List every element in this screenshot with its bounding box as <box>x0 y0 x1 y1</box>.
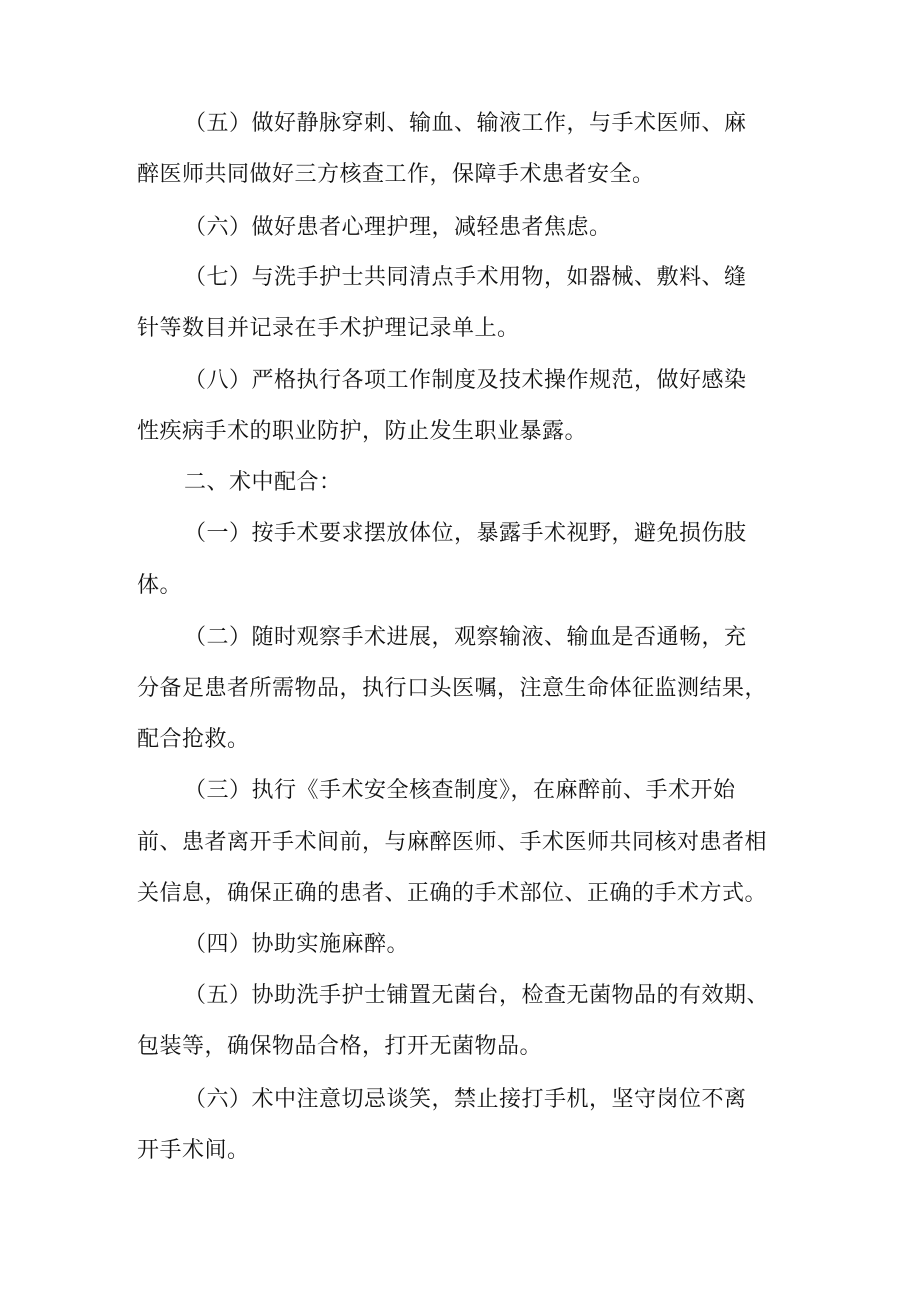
paragraph-line: 包装等，确保物品合格，打开无菌物品。 <box>137 1034 543 1059</box>
paragraph-line: （七）与洗手护士共同清点手术用物，如器械、敷料、缝 <box>184 265 747 290</box>
paragraph-line: （三）执行《手术安全核查制度》，在麻醉前、手术开始 <box>184 778 736 803</box>
paragraph-line: （五）协助洗手护士铺置无菌台，检查无菌物品的有效期、 <box>184 983 770 1008</box>
paragraph-line: （八）严格执行各项工作制度及技术操作规范，做好感染 <box>184 368 747 393</box>
paragraph-line: 体。 <box>137 573 183 598</box>
paragraph-line: 分备足患者所需物品，执行口头医嘱，注意生命体征监测结果， <box>137 676 768 701</box>
section-heading: 二、术中配合： <box>184 470 342 495</box>
paragraph-line: （五）做好静脉穿刺、输血、输液工作，与手术医师、麻 <box>184 111 747 136</box>
paragraph-line: 醉医师共同做好三方核查工作，保障手术患者安全。 <box>137 162 655 187</box>
paragraph-line: （二）随时观察手术进展，观察输液、输血是否通畅，充 <box>184 625 747 650</box>
paragraph-line: （六）术中注意切忌谈笑，禁止接打手机，坚守岗位不离 <box>184 1087 747 1112</box>
paragraph-line: 配合抢救。 <box>137 727 250 752</box>
paragraph-line: 针等数目并记录在手术护理记录单上。 <box>137 316 520 341</box>
paragraph-line: （四）协助实施麻醉。 <box>184 932 410 957</box>
paragraph-line: （一）按手术要求摆放体位，暴露手术视野，避免损伤肢 <box>184 521 747 546</box>
paragraph-line: 性疾病手术的职业防护，防止发生职业暴露。 <box>137 419 588 444</box>
paragraph-line: 关信息，确保正确的患者、正确的手术部位、正确的手术方式。 <box>137 881 768 906</box>
paragraph-line: 开手术间。 <box>137 1138 250 1163</box>
paragraph-line: （六）做好患者心理护理，减轻患者焦虑。 <box>184 215 612 240</box>
paragraph-line: 前、患者离开手术间前，与麻醉医师、手术医师共同核对患者相 <box>137 830 768 855</box>
